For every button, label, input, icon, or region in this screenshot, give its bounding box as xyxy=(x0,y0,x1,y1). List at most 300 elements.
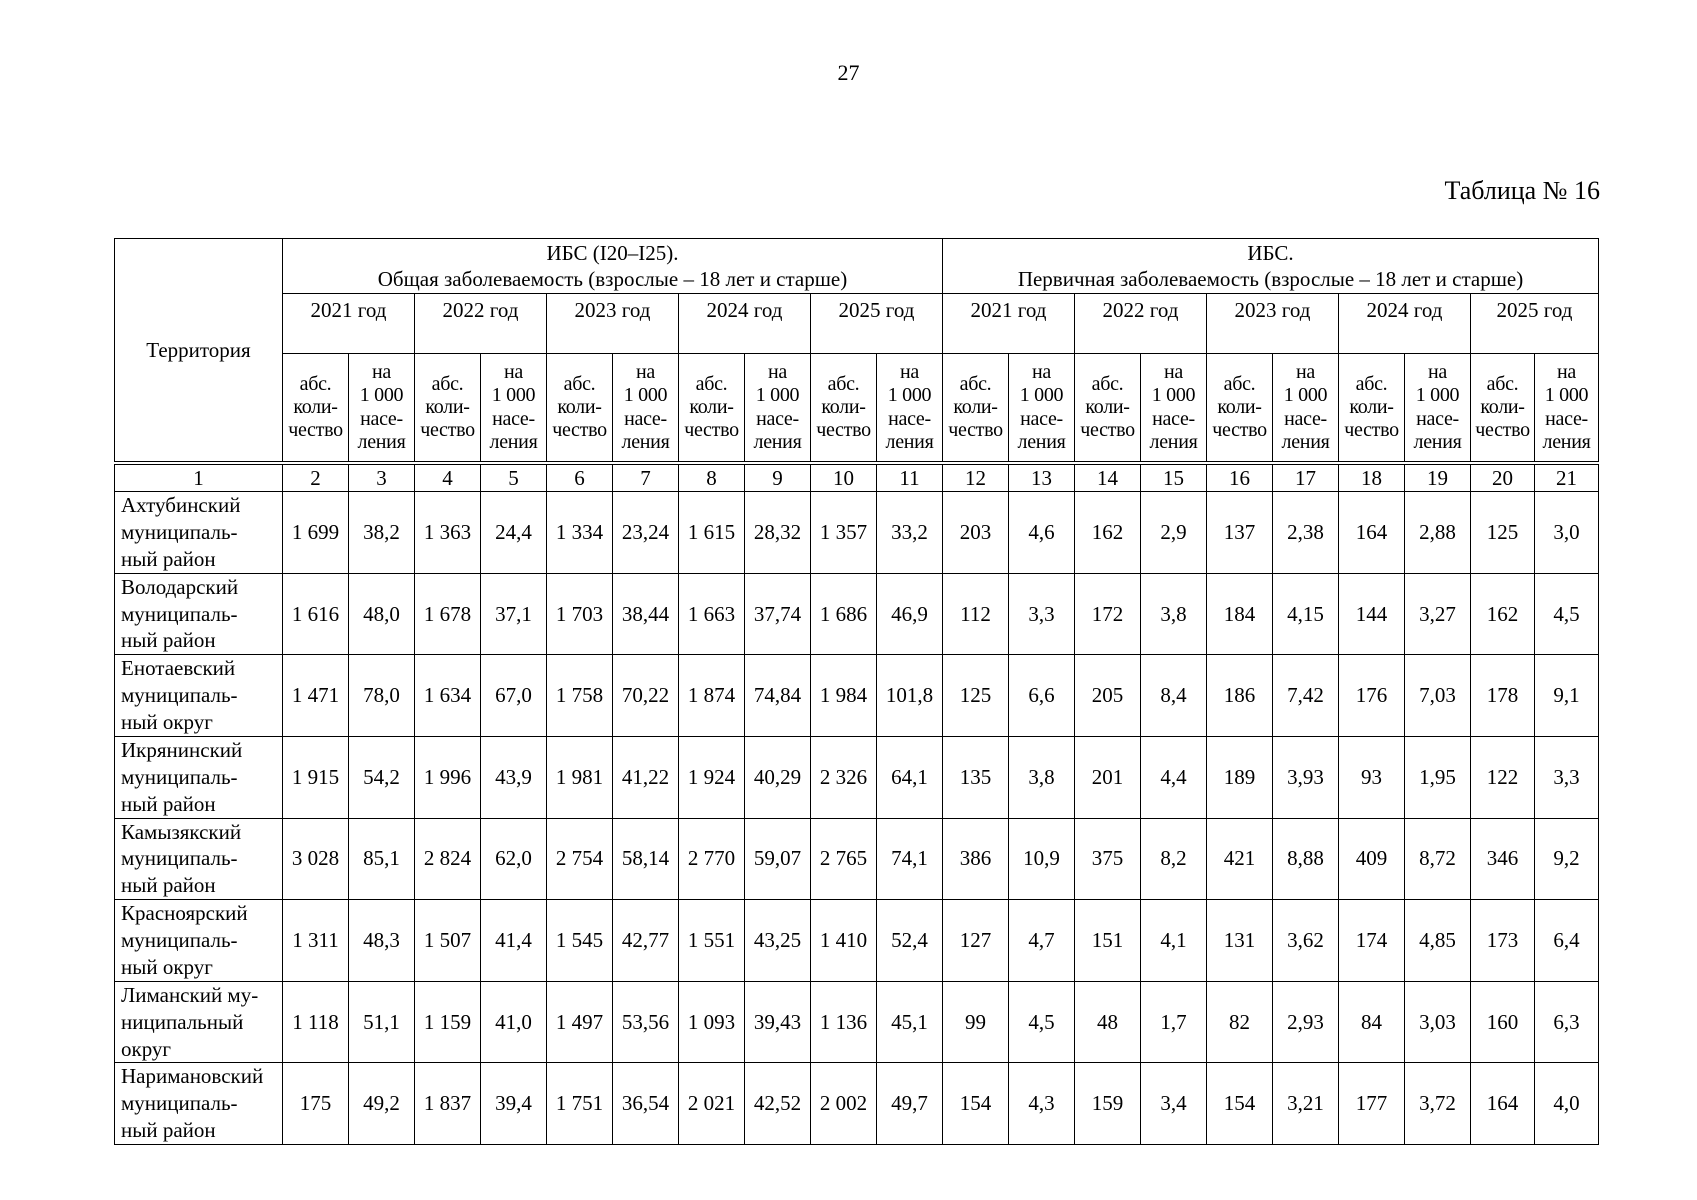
abs-count-header-line: абс. xyxy=(1091,372,1124,395)
rate-per-1000-header-line: 1 000 xyxy=(359,384,404,407)
column-number-cell: 19 xyxy=(1405,465,1471,492)
territory-cell xyxy=(115,736,283,818)
abs-count-header xyxy=(943,354,1009,462)
value-cell: 4,1 xyxy=(1141,900,1207,982)
value-cell: 1 551 xyxy=(679,900,745,982)
value-cell: 2 770 xyxy=(679,818,745,900)
rate-per-1000-header-line: 1 000 xyxy=(1544,384,1589,407)
abs-count-header-line: коли- xyxy=(1085,395,1130,418)
column-number-cell: 16 xyxy=(1207,465,1273,492)
value-cell: 1,7 xyxy=(1141,981,1207,1063)
rate-per-1000-header-line: насе- xyxy=(1152,407,1195,430)
table-body-block xyxy=(114,464,1586,1145)
value-cell: 178 xyxy=(1471,655,1535,737)
page-number: 27 xyxy=(837,60,860,85)
territory-cell xyxy=(115,1063,283,1145)
value-cell: 154 xyxy=(1207,1063,1273,1145)
value-cell: 1 507 xyxy=(415,900,481,982)
value-cell: 131 xyxy=(1207,900,1273,982)
value-cell: 172 xyxy=(1075,573,1141,655)
group-header-primary xyxy=(943,239,1599,294)
value-cell: 1 471 xyxy=(283,655,349,737)
year-header: 2023 год xyxy=(547,294,679,354)
value-cell: 6,6 xyxy=(1009,655,1075,737)
rate-per-1000-header-line: 1 000 xyxy=(491,384,536,407)
value-cell: 144 xyxy=(1339,573,1405,655)
rate-per-1000-header-line: на xyxy=(768,361,787,384)
abs-count-header-line: чество xyxy=(1080,419,1135,442)
value-cell: 151 xyxy=(1075,900,1141,982)
value-cell: 85,1 xyxy=(349,818,415,900)
rate-per-1000-header-line: ления xyxy=(1542,430,1591,453)
value-cell: 4,0 xyxy=(1535,1063,1599,1145)
rate-per-1000-header xyxy=(1009,354,1075,462)
territory-name-line: ниципальный xyxy=(121,1009,244,1034)
value-cell: 1 984 xyxy=(811,655,877,737)
value-cell: 3,03 xyxy=(1405,981,1471,1063)
value-cell: 101,8 xyxy=(877,655,943,737)
rate-per-1000-header xyxy=(481,354,547,462)
value-cell: 162 xyxy=(1471,573,1535,655)
value-cell: 125 xyxy=(943,655,1009,737)
value-cell: 1 410 xyxy=(811,900,877,982)
rate-per-1000-header-line: ления xyxy=(1413,430,1462,453)
rate-per-1000-header xyxy=(1535,354,1599,462)
value-cell: 48,3 xyxy=(349,900,415,982)
column-number-cell: 5 xyxy=(481,465,547,492)
rate-per-1000-header-line: на xyxy=(1164,361,1183,384)
value-cell: 162 xyxy=(1075,492,1141,574)
value-cell: 203 xyxy=(943,492,1009,574)
rate-per-1000-header-line: на xyxy=(372,361,391,384)
rate-per-1000-header-line: на xyxy=(1557,361,1576,384)
value-cell: 3,21 xyxy=(1273,1063,1339,1145)
rate-per-1000-header-line: ления xyxy=(885,430,934,453)
value-cell: 9,2 xyxy=(1535,818,1599,900)
rate-per-1000-header-line: ления xyxy=(1017,430,1066,453)
value-cell: 3,3 xyxy=(1009,573,1075,655)
table-row xyxy=(115,573,1599,655)
value-cell: 1 924 xyxy=(679,736,745,818)
abs-count-header xyxy=(547,354,613,462)
value-cell: 8,2 xyxy=(1141,818,1207,900)
abs-count-header-line: чество xyxy=(1212,419,1267,442)
abs-count-header-line: абс. xyxy=(1223,372,1256,395)
value-cell: 23,24 xyxy=(613,492,679,574)
year-header: 2025 год xyxy=(1471,294,1599,354)
rate-per-1000-header-line: на xyxy=(636,361,655,384)
rate-per-1000-header-line: насе- xyxy=(888,407,931,430)
value-cell: 3,8 xyxy=(1141,573,1207,655)
value-cell: 62,0 xyxy=(481,818,547,900)
abs-count-header-line: чество xyxy=(1475,419,1530,442)
value-cell: 1 136 xyxy=(811,981,877,1063)
value-cell: 1 981 xyxy=(547,736,613,818)
rate-per-1000-header-line: насе- xyxy=(360,407,403,430)
value-cell: 122 xyxy=(1471,736,1535,818)
rate-per-1000-header-line: насе- xyxy=(1284,407,1327,430)
value-cell: 1 915 xyxy=(283,736,349,818)
value-cell: 2,9 xyxy=(1141,492,1207,574)
abs-count-header-line: коли- xyxy=(1349,395,1394,418)
value-cell: 45,1 xyxy=(877,981,943,1063)
abs-count-header-line: абс. xyxy=(431,372,464,395)
column-number-cell: 14 xyxy=(1075,465,1141,492)
value-cell: 1 497 xyxy=(547,981,613,1063)
table-row xyxy=(115,1063,1599,1145)
value-cell: 46,9 xyxy=(877,573,943,655)
value-cell: 84 xyxy=(1339,981,1405,1063)
year-header: 2022 год xyxy=(1075,294,1207,354)
abs-count-header-line: коли- xyxy=(689,395,734,418)
abs-count-header-line: абс. xyxy=(563,372,596,395)
value-cell: 33,2 xyxy=(877,492,943,574)
value-cell: 1 634 xyxy=(415,655,481,737)
territory-cell xyxy=(115,981,283,1063)
territory-cell xyxy=(115,818,283,900)
year-header: 2021 год xyxy=(283,294,415,354)
value-cell: 3,8 xyxy=(1009,736,1075,818)
column-number-cell: 8 xyxy=(679,465,745,492)
rate-per-1000-header-line: на xyxy=(504,361,523,384)
group-header-total-line2: Общая заболеваемость (взрослые – 18 лет и старше) xyxy=(377,267,848,291)
abs-count-header-line: коли- xyxy=(557,395,602,418)
rate-per-1000-header-line: ления xyxy=(621,430,670,453)
value-cell: 67,0 xyxy=(481,655,547,737)
column-number-cell: 1 xyxy=(115,465,283,492)
value-cell: 54,2 xyxy=(349,736,415,818)
abs-count-header xyxy=(1207,354,1273,462)
value-cell: 2 002 xyxy=(811,1063,877,1145)
value-cell: 4,15 xyxy=(1273,573,1339,655)
abs-count-header-line: абс. xyxy=(1486,372,1519,395)
abs-count-header xyxy=(1339,354,1405,462)
value-cell: 409 xyxy=(1339,818,1405,900)
abs-count-header-line: чество xyxy=(816,419,871,442)
value-cell: 3,62 xyxy=(1273,900,1339,982)
rate-per-1000-header-line: 1 000 xyxy=(755,384,800,407)
value-cell: 1 357 xyxy=(811,492,877,574)
rate-per-1000-header-line: насе- xyxy=(1545,407,1588,430)
value-cell: 137 xyxy=(1207,492,1273,574)
column-number-cell: 10 xyxy=(811,465,877,492)
value-cell: 127 xyxy=(943,900,1009,982)
table-row xyxy=(115,655,1599,737)
value-cell: 58,14 xyxy=(613,818,679,900)
rate-per-1000-header-line: ления xyxy=(1149,430,1198,453)
value-cell: 1 311 xyxy=(283,900,349,982)
rate-per-1000-header-line: насе- xyxy=(1416,407,1459,430)
abs-count-header-line: чество xyxy=(684,419,739,442)
value-cell: 135 xyxy=(943,736,1009,818)
abs-count-header xyxy=(811,354,877,462)
value-cell: 4,3 xyxy=(1009,1063,1075,1145)
column-number-cell: 15 xyxy=(1141,465,1207,492)
value-cell: 421 xyxy=(1207,818,1273,900)
value-cell: 4,4 xyxy=(1141,736,1207,818)
year-header: 2023 год xyxy=(1207,294,1339,354)
abs-count-header-line: коли- xyxy=(821,395,866,418)
rate-per-1000-header xyxy=(877,354,943,462)
value-cell: 1,95 xyxy=(1405,736,1471,818)
territory-name-line: муниципаль- xyxy=(121,846,238,871)
value-cell: 48,0 xyxy=(349,573,415,655)
value-cell: 3,72 xyxy=(1405,1063,1471,1145)
rate-per-1000-header-line: ления xyxy=(753,430,802,453)
value-cell: 2,93 xyxy=(1273,981,1339,1063)
rate-per-1000-header xyxy=(1405,354,1471,462)
value-cell: 41,4 xyxy=(481,900,547,982)
value-cell: 154 xyxy=(943,1063,1009,1145)
territory-name-line: Лиманский му- xyxy=(121,982,259,1007)
value-cell: 8,88 xyxy=(1273,818,1339,900)
territory-name-line: Ахтубинский xyxy=(121,493,241,517)
table-caption: Таблица № 16 xyxy=(1444,176,1600,205)
table-row xyxy=(115,981,1599,1063)
value-cell: 2,88 xyxy=(1405,492,1471,574)
territory-name-line: ный район xyxy=(121,873,216,898)
value-cell: 37,1 xyxy=(481,573,547,655)
rate-per-1000-header xyxy=(613,354,679,462)
value-cell: 375 xyxy=(1075,818,1141,900)
rate-per-1000-header-line: на xyxy=(1428,361,1447,384)
territory-cell xyxy=(115,900,283,982)
value-cell: 43,9 xyxy=(481,736,547,818)
abs-count-header xyxy=(283,354,349,462)
abs-count-header-line: чество xyxy=(1344,419,1399,442)
value-cell: 36,54 xyxy=(613,1063,679,1145)
rate-per-1000-header-line: 1 000 xyxy=(1151,384,1196,407)
rate-per-1000-header-line: ления xyxy=(357,430,406,453)
value-cell: 1 686 xyxy=(811,573,877,655)
territory-name-line: Камызякский xyxy=(121,819,242,844)
rate-per-1000-header-line: ления xyxy=(1281,430,1330,453)
value-cell: 1 758 xyxy=(547,655,613,737)
territory-cell xyxy=(115,573,283,655)
value-cell: 1 159 xyxy=(415,981,481,1063)
value-cell: 1 334 xyxy=(547,492,613,574)
value-cell: 159 xyxy=(1075,1063,1141,1145)
value-cell: 41,22 xyxy=(613,736,679,818)
territory-name-line: муниципаль- xyxy=(121,928,238,952)
value-cell: 177 xyxy=(1339,1063,1405,1145)
territory-name-line: Икрянинский xyxy=(121,737,243,762)
rate-per-1000-header-line: насе- xyxy=(624,407,667,430)
value-cell: 42,77 xyxy=(613,900,679,982)
rate-per-1000-header-line: на xyxy=(1032,361,1051,384)
value-cell: 3,27 xyxy=(1405,573,1471,655)
column-number-cell: 13 xyxy=(1009,465,1075,492)
value-cell: 201 xyxy=(1075,736,1141,818)
year-header: 2022 год xyxy=(415,294,547,354)
value-cell: 173 xyxy=(1471,900,1535,982)
value-cell: 176 xyxy=(1339,655,1405,737)
value-cell: 346 xyxy=(1471,818,1535,900)
value-cell: 1 118 xyxy=(283,981,349,1063)
value-cell: 41,0 xyxy=(481,981,547,1063)
value-cell: 4,6 xyxy=(1009,492,1075,574)
value-cell: 3,0 xyxy=(1535,492,1599,574)
column-number-cell: 9 xyxy=(745,465,811,492)
territory-name-line: Наримановский xyxy=(121,1064,264,1089)
value-cell: 125 xyxy=(1471,492,1535,574)
column-number-cell: 7 xyxy=(613,465,679,492)
value-cell: 4,7 xyxy=(1009,900,1075,982)
rate-per-1000-header xyxy=(1273,354,1339,462)
value-cell: 2 326 xyxy=(811,736,877,818)
value-cell: 164 xyxy=(1339,492,1405,574)
value-cell: 7,03 xyxy=(1405,655,1471,737)
value-cell: 1 616 xyxy=(283,573,349,655)
value-cell: 6,3 xyxy=(1535,981,1599,1063)
value-cell: 51,1 xyxy=(349,981,415,1063)
rate-per-1000-header-line: 1 000 xyxy=(1283,384,1328,407)
value-cell: 1 996 xyxy=(415,736,481,818)
value-cell: 64,1 xyxy=(877,736,943,818)
territory-name-line: муниципаль- xyxy=(121,1091,238,1116)
column-number-cell: 17 xyxy=(1273,465,1339,492)
value-cell: 205 xyxy=(1075,655,1141,737)
abs-count-header-line: чество xyxy=(552,419,607,442)
group-header-total-line1: ИБС (I20–I25). xyxy=(546,240,679,265)
value-cell: 189 xyxy=(1207,736,1273,818)
value-cell: 1 699 xyxy=(283,492,349,574)
value-cell: 1 751 xyxy=(547,1063,613,1145)
column-number-row xyxy=(115,465,1599,492)
value-cell: 175 xyxy=(283,1063,349,1145)
territory-cell xyxy=(115,492,283,574)
abs-count-header xyxy=(679,354,745,462)
territory-name-line: Енотаевский xyxy=(121,656,236,681)
value-cell: 49,7 xyxy=(877,1063,943,1145)
year-header: 2025 год xyxy=(811,294,943,354)
value-cell: 2,38 xyxy=(1273,492,1339,574)
territory-name-line: ный район xyxy=(121,1118,216,1143)
abs-count-header-line: абс. xyxy=(695,372,728,395)
value-cell: 49,2 xyxy=(349,1063,415,1145)
year-header: 2024 год xyxy=(679,294,811,354)
abs-count-header-line: коли- xyxy=(953,395,998,418)
value-cell: 28,32 xyxy=(745,492,811,574)
value-cell: 184 xyxy=(1207,573,1273,655)
table-row xyxy=(115,492,1599,574)
rate-per-1000-header-line: ления xyxy=(489,430,538,453)
column-number-cell: 12 xyxy=(943,465,1009,492)
rate-per-1000-header-line: на xyxy=(900,361,919,384)
value-cell: 40,29 xyxy=(745,736,811,818)
table-row xyxy=(115,818,1599,900)
value-cell: 38,2 xyxy=(349,492,415,574)
territory-name-line: ный район xyxy=(121,546,216,571)
value-cell: 1 678 xyxy=(415,573,481,655)
value-cell: 39,43 xyxy=(745,981,811,1063)
value-cell: 82 xyxy=(1207,981,1273,1063)
rate-per-1000-header xyxy=(349,354,415,462)
value-cell: 99 xyxy=(943,981,1009,1063)
value-cell: 48 xyxy=(1075,981,1141,1063)
territory-name-line: муниципаль- xyxy=(121,764,238,789)
territory-name-line: ный округ xyxy=(121,710,213,734)
value-cell: 2 754 xyxy=(547,818,613,900)
territory-name-line: Красноярский xyxy=(121,901,248,926)
column-number-cell: 2 xyxy=(283,465,349,492)
abs-count-header-line: абс. xyxy=(299,372,332,395)
value-cell: 386 xyxy=(943,818,1009,900)
value-cell: 186 xyxy=(1207,655,1273,737)
abs-count-header xyxy=(415,354,481,462)
value-cell: 112 xyxy=(943,573,1009,655)
territory-name-line: ный район xyxy=(121,628,216,653)
value-cell: 160 xyxy=(1471,981,1535,1063)
value-cell: 7,42 xyxy=(1273,655,1339,737)
value-cell: 3,3 xyxy=(1535,736,1599,818)
column-number-cell: 21 xyxy=(1535,465,1599,492)
year-header: 2024 год xyxy=(1339,294,1471,354)
data-table xyxy=(114,464,1599,1145)
value-cell: 1 545 xyxy=(547,900,613,982)
group-header-primary-line1: ИБС. xyxy=(1247,240,1294,265)
value-cell: 1 663 xyxy=(679,573,745,655)
territory-name-line: ный округ xyxy=(121,954,213,979)
abs-count-header-line: коли- xyxy=(1217,395,1262,418)
value-cell: 2 824 xyxy=(415,818,481,900)
rate-per-1000-header-line: на xyxy=(1296,361,1315,384)
column-number-cell: 20 xyxy=(1471,465,1535,492)
table-header-block xyxy=(114,238,1591,462)
table-header xyxy=(114,238,1599,462)
abs-count-header xyxy=(1075,354,1141,462)
rate-per-1000-header-line: 1 000 xyxy=(887,384,932,407)
value-cell: 42,52 xyxy=(745,1063,811,1145)
column-number-cell: 6 xyxy=(547,465,613,492)
value-cell: 52,4 xyxy=(877,900,943,982)
value-cell: 164 xyxy=(1471,1063,1535,1145)
abs-count-header-line: абс. xyxy=(1355,372,1388,395)
value-cell: 3,4 xyxy=(1141,1063,1207,1145)
territory-name-line: Володарский xyxy=(121,574,239,599)
table-row xyxy=(115,900,1599,982)
value-cell: 39,4 xyxy=(481,1063,547,1145)
value-cell: 1 363 xyxy=(415,492,481,574)
territory-cell xyxy=(115,655,283,737)
column-number-cell: 18 xyxy=(1339,465,1405,492)
value-cell: 4,5 xyxy=(1535,573,1599,655)
value-cell: 6,4 xyxy=(1535,900,1599,982)
value-cell: 1 874 xyxy=(679,655,745,737)
abs-count-header-line: коли- xyxy=(293,395,338,418)
abs-count-header-line: абс. xyxy=(827,372,860,395)
value-cell: 4,5 xyxy=(1009,981,1075,1063)
group-header-primary-line2: Первичная заболеваемость (взрослые – 18 лет и старше) xyxy=(1017,267,1524,291)
value-cell: 93 xyxy=(1339,736,1405,818)
value-cell: 24,4 xyxy=(481,492,547,574)
column-number-cell: 4 xyxy=(415,465,481,492)
table-row xyxy=(115,736,1599,818)
value-cell: 3 028 xyxy=(283,818,349,900)
value-cell: 9,1 xyxy=(1535,655,1599,737)
value-cell: 74,1 xyxy=(877,818,943,900)
abs-count-header-line: чество xyxy=(948,419,1003,442)
group-header-total xyxy=(283,239,943,294)
territory-name-line: муниципаль- xyxy=(121,683,238,708)
rate-per-1000-header xyxy=(1141,354,1207,462)
value-cell: 70,22 xyxy=(613,655,679,737)
rate-per-1000-header-line: 1 000 xyxy=(1019,384,1064,407)
abs-count-header xyxy=(1471,354,1535,462)
abs-count-header-line: коли- xyxy=(1480,395,1525,418)
abs-count-header-line: чество xyxy=(420,419,475,442)
value-cell: 43,25 xyxy=(745,900,811,982)
